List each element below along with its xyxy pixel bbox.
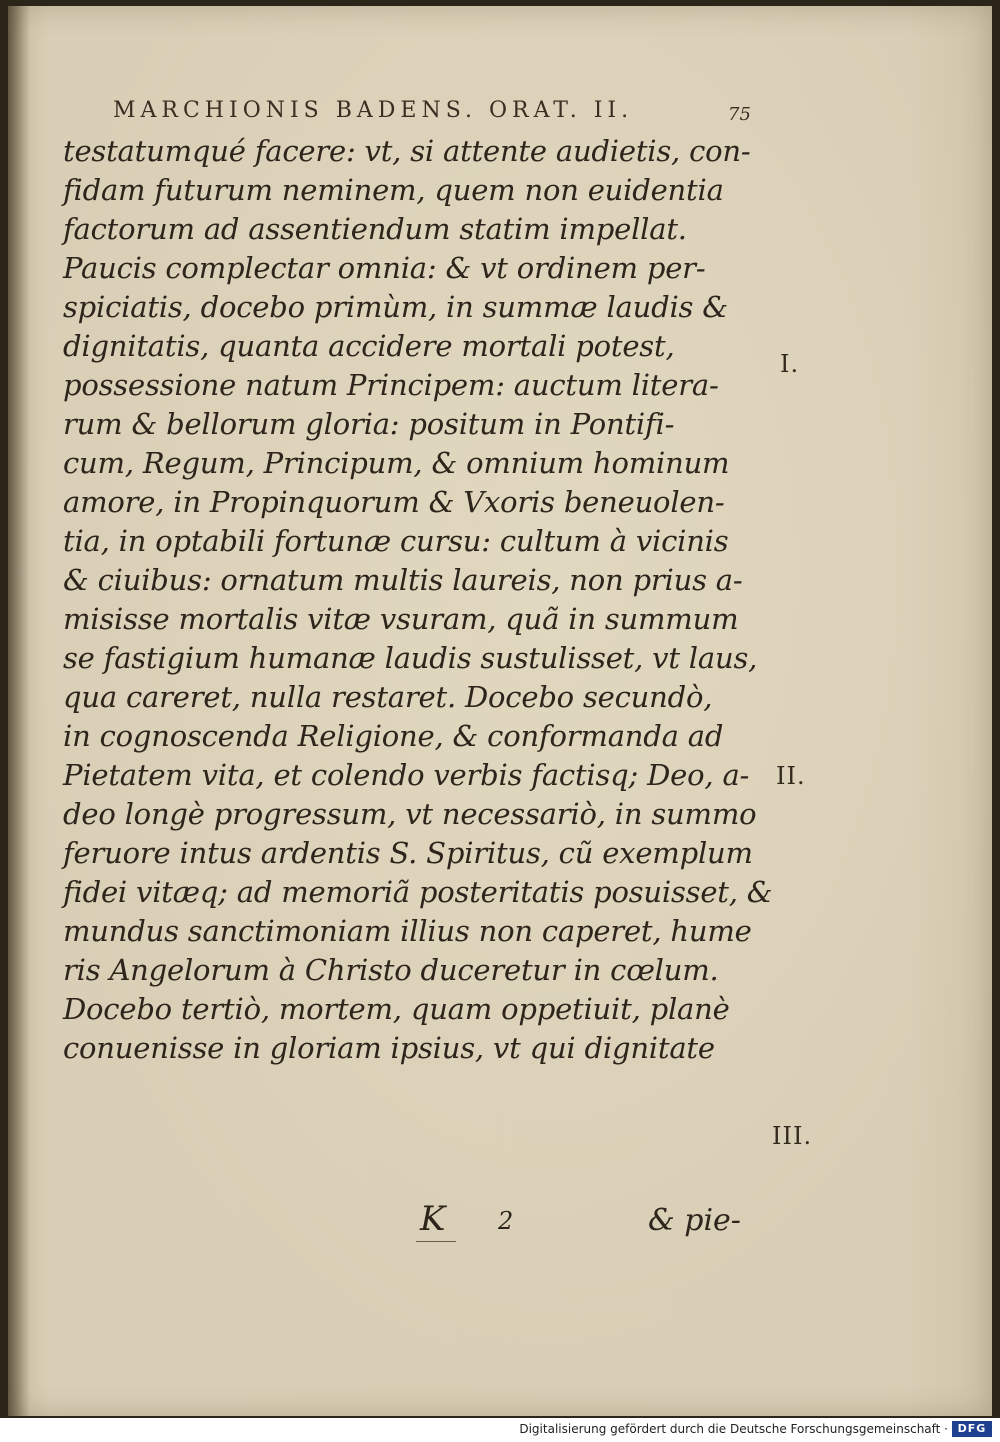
text-line: feruore intus ardentis S. Spiritus, cũ exemplum xyxy=(63,836,753,870)
text-line: possessione natum Principem: auctum litera- xyxy=(63,368,719,402)
text-line: fidam futurum neminem, quem non euidentia xyxy=(63,173,724,207)
signature-number: 2 xyxy=(498,1207,514,1235)
text-line: cum, Regum, Principum, & omnium hominum xyxy=(63,446,730,480)
text-line: & ciuibus: ornatum multis laureis, non prius a- xyxy=(63,563,743,597)
footer-credit: Digitalisierung gefördert durch die Deutsche Forschungsgemeinschaft · xyxy=(519,1422,948,1436)
footer-bar xyxy=(0,1418,1000,1442)
text-line: fidei vitæq; ad memoriã posteritatis posuisset, & xyxy=(63,875,773,909)
text-line: factorum ad assentiendum statim impellat. xyxy=(63,212,687,246)
text-line: Paucis complectar omnia: & vt ordinem per- xyxy=(63,251,706,285)
running-head: MARCHIONIS BADENS. ORAT. II. xyxy=(113,98,634,123)
page-number: 75 xyxy=(728,104,751,125)
marginal-numeral-1: I. xyxy=(780,350,800,378)
text-line: conuenisse in gloriam ipsius, vt qui dignitate xyxy=(63,1031,715,1065)
signature-line xyxy=(8,1199,992,1249)
text-line: in cognoscenda Religione, & conformanda ad xyxy=(63,719,724,753)
text-line: Pietatem vita, et colendo verbis factisq; Deo, a- xyxy=(63,758,750,792)
text-line: amore, in Propinquorum & Vxoris beneuolen- xyxy=(63,485,725,519)
text-line: se fastigium humanæ laudis sustulisset, vt laus, xyxy=(63,641,758,675)
text-line: deo longè progressum, vt necessariò, in summo xyxy=(63,797,757,831)
signature-underline xyxy=(416,1241,456,1242)
marginal-numeral-3: III. xyxy=(772,1122,813,1150)
text-line: testatumqué facere: vt, si attente audietis, con- xyxy=(63,134,751,168)
text-line: misisse mortalis vitæ vsuram, quã in summum xyxy=(63,602,739,636)
text-line: mundus sanctimoniam illius non caperet, hume xyxy=(63,914,752,948)
body-text xyxy=(63,132,773,1068)
marginal-numeral-2: II. xyxy=(776,762,806,790)
text-line: ris Angelorum à Christo duceretur in cœlum. xyxy=(63,953,719,987)
text-line: Docebo tertiò, mortem, quam oppetiuit, planè xyxy=(63,992,730,1026)
catchword: & pie- xyxy=(648,1203,741,1238)
text-line: dignitatis, quanta accidere mortali potest, xyxy=(63,329,675,363)
text-line: qua careret, nulla restaret. Docebo secundò, xyxy=(63,680,713,714)
dfg-logo: DFG xyxy=(952,1421,992,1437)
text-line: rum & bellorum gloria: positum in Pontifi- xyxy=(63,407,675,441)
text-line: spiciatis, docebo primùm, in summæ laudis & xyxy=(63,290,728,324)
text-line: tia, in optabili fortunæ cursu: cultum à vicinis xyxy=(63,524,729,558)
signature-mark: K xyxy=(420,1199,446,1239)
book-page xyxy=(8,6,992,1416)
